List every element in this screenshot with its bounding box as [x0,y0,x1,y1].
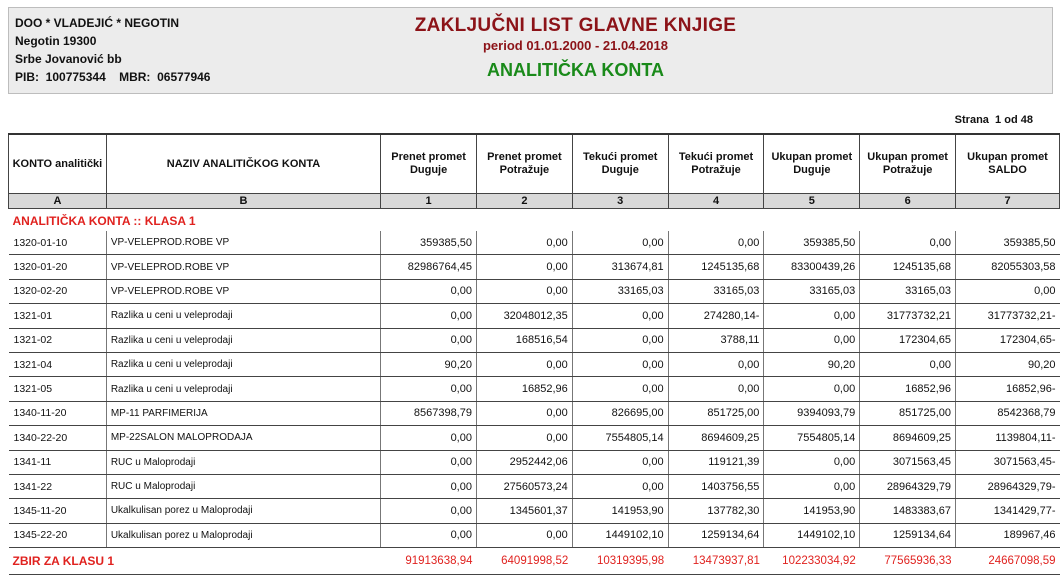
title-block [9,14,1052,81]
amount-cell: 8567398,79 [381,401,477,425]
naziv-cell: MP-22SALON MALOPRODAJA [106,426,380,450]
table-row [9,352,1060,376]
amount-cell: 90,20 [764,352,860,376]
konto-cell: 1321-02 [9,328,107,352]
col-header-ukupan-duguje: Ukupan promet Duguje [764,134,860,194]
amount-cell: 3788,11 [668,328,764,352]
amount-cell: 0,00 [476,523,572,547]
total-amount-cell: 91913638,94 [381,548,477,575]
amount-cell: 8694609,25 [860,426,956,450]
amount-cell: 8542368,79 [956,401,1060,425]
amount-cell: 826695,00 [572,401,668,425]
amount-cell: 1341429,77- [956,499,1060,523]
naziv-cell: Razlika u ceni u veleprodaji [106,304,380,328]
amount-cell: 0,00 [764,450,860,474]
naziv-cell: MP-11 PARFIMERIJA [106,401,380,425]
col-header-prenet-duguje: Prenet promet Duguje [381,134,477,194]
amount-cell: 851725,00 [668,401,764,425]
amount-cell: 82055303,58 [956,255,1060,279]
company-street: Srbe Jovanović bb [15,52,122,66]
amount-cell: 1483383,67 [860,499,956,523]
amount-cell: 0,00 [956,279,1060,303]
total-row [9,548,1060,575]
amount-cell: 0,00 [381,499,477,523]
amount-cell: 172304,65 [860,328,956,352]
amount-cell: 31773732,21- [956,304,1060,328]
page-indicator [955,114,1033,126]
col-header-naziv: NAZIV ANALITIČKOG KONTA [106,134,380,194]
amount-cell: 31773732,21 [860,304,956,328]
amount-cell: 0,00 [476,279,572,303]
pib-label: PIB: [15,70,39,84]
table-row [9,499,1060,523]
amount-cell: 1245135,68 [668,255,764,279]
amount-cell: 1259134,64 [860,523,956,547]
col-header-konto: KONTO analitički [9,134,107,194]
col-letter: 1 [381,194,477,209]
table-row [9,377,1060,401]
amount-cell: 0,00 [860,231,956,255]
amount-cell: 90,20 [956,352,1060,376]
amount-cell: 0,00 [381,377,477,401]
naziv-cell: Razlika u ceni u veleprodaji [106,352,380,376]
amount-cell: 1449102,10 [764,523,860,547]
pib-value: 100775344 [45,70,106,84]
amount-cell: 137782,30 [668,499,764,523]
amount-cell: 851725,00 [860,401,956,425]
amount-cell: 274280,14- [668,304,764,328]
konto-cell: 1340-11-20 [9,401,107,425]
col-letter: A [9,194,107,209]
col-letter: 3 [572,194,668,209]
column-letters [9,194,1060,209]
table-row [9,328,1060,352]
konto-cell: 1321-04 [9,352,107,376]
amount-cell: 0,00 [668,231,764,255]
konto-cell: 1341-22 [9,474,107,498]
naziv-cell: RUC u Maloprodaji [106,474,380,498]
amount-cell: 33165,03 [764,279,860,303]
amount-cell: 1403756,55 [668,474,764,498]
report-period: period 01.01.2000 - 21.04.2018 [482,38,668,53]
amount-cell: 28964329,79- [956,474,1060,498]
amount-cell: 83300439,26 [764,255,860,279]
amount-cell: 0,00 [476,401,572,425]
ledger-table [8,133,1060,575]
col-letter: 7 [956,194,1060,209]
amount-cell: 33165,03 [668,279,764,303]
table-row [9,255,1060,279]
total-amount-cell: 10319395,98 [572,548,668,575]
amount-cell: 2952442,06 [476,450,572,474]
amount-cell: 16852,96- [956,377,1060,401]
total-amount-cell: 77565936,33 [860,548,956,575]
amount-cell: 82986764,45 [381,255,477,279]
amount-cell: 1449102,10 [572,523,668,547]
naziv-cell: Razlika u ceni u veleprodaji [106,328,380,352]
amount-cell: 7554805,14 [764,426,860,450]
amount-cell: 0,00 [381,328,477,352]
konto-cell: 1320-02-20 [9,279,107,303]
amount-cell: 0,00 [764,304,860,328]
amount-cell: 141953,90 [764,499,860,523]
amount-cell: 0,00 [572,231,668,255]
amount-cell: 0,00 [476,255,572,279]
amount-cell: 16852,96 [860,377,956,401]
amount-cell: 0,00 [572,377,668,401]
amount-cell: 7554805,14 [572,426,668,450]
naziv-cell: Ukalkulisan porez u Maloprodaji [106,523,380,547]
table-row [9,279,1060,303]
konto-cell: 1321-05 [9,377,107,401]
amount-cell: 313674,81 [572,255,668,279]
column-headers [9,134,1060,194]
amount-cell: 1345601,37 [476,499,572,523]
amount-cell: 0,00 [572,450,668,474]
col-letter: 5 [764,194,860,209]
total-amount-cell: 64091998,52 [476,548,572,575]
amount-cell: 1245135,68 [860,255,956,279]
amount-cell: 359385,50 [381,231,477,255]
naziv-cell: VP-VELEPROD.ROBE VP [106,279,380,303]
amount-cell: 3071563,45 [860,450,956,474]
amount-cell: 0,00 [764,328,860,352]
amount-cell: 0,00 [476,352,572,376]
konto-cell: 1340-22-20 [9,426,107,450]
amount-cell: 0,00 [381,279,477,303]
col-header-ukupan-potrazuje: Ukupan promet Potražuje [860,134,956,194]
amount-cell: 90,20 [381,352,477,376]
konto-cell: 1341-11 [9,450,107,474]
konto-cell: 1321-01 [9,304,107,328]
amount-cell: 33165,03 [860,279,956,303]
total-amount-cell: 24667098,59 [956,548,1060,575]
report-header [8,7,1053,94]
amount-cell: 0,00 [572,304,668,328]
amount-cell: 0,00 [668,352,764,376]
amount-cell: 3071563,45- [956,450,1060,474]
amount-cell: 33165,03 [572,279,668,303]
col-header-prenet-potrazuje: Prenet promet Potražuje [476,134,572,194]
col-header-tekuci-duguje: Tekući promet Duguje [572,134,668,194]
report-title: ZAKLJUČNI LIST GLAVNE KNJIGE [414,15,737,36]
amount-cell: 28964329,79 [860,474,956,498]
konto-cell: 1345-22-20 [9,523,107,547]
section-title-row [9,209,1060,232]
page-current: 1 [995,114,1002,126]
amount-cell: 0,00 [476,231,572,255]
col-header-ukupan-saldo: Ukupan promet SALDO [956,134,1060,194]
naziv-cell: VP-VELEPROD.ROBE VP [106,255,380,279]
amount-cell: 8694609,25 [668,426,764,450]
amount-cell: 359385,50 [956,231,1060,255]
amount-cell: 141953,90 [572,499,668,523]
table-row [9,474,1060,498]
total-amount-cell: 13473937,81 [668,548,764,575]
amount-cell: 1259134,64 [668,523,764,547]
amount-cell: 0,00 [572,474,668,498]
amount-cell: 0,00 [381,304,477,328]
amount-cell: 0,00 [764,474,860,498]
total-amount-cell: 102233034,92 [764,548,860,575]
amount-cell: 16852,96 [476,377,572,401]
amount-cell: 168516,54 [476,328,572,352]
amount-cell: 172304,65- [956,328,1060,352]
konto-cell: 1345-11-20 [9,499,107,523]
amount-cell: 0,00 [381,474,477,498]
page-total: 48 [1020,114,1033,126]
naziv-cell: Ukalkulisan porez u Maloprodaji [106,499,380,523]
col-header-tekuci-potrazuje: Tekući promet Potražuje [668,134,764,194]
col-letter: 4 [668,194,764,209]
mbr-label: MBR: [119,70,151,84]
page-label: Strana [954,114,989,126]
amount-cell: 189967,46 [956,523,1060,547]
table-row [9,426,1060,450]
amount-cell: 9394093,79 [764,401,860,425]
mbr-value: 06577946 [157,70,211,84]
company-city: Negotin 19300 [15,34,97,48]
col-letter: B [106,194,380,209]
amount-cell: 27560573,24 [476,474,572,498]
table-row [9,304,1060,328]
amount-cell: 119121,39 [668,450,764,474]
amount-cell: 0,00 [668,377,764,401]
total-label: ZBIR ZA KLASU 1 [9,548,381,575]
amount-cell: 32048012,35 [476,304,572,328]
col-letter: 6 [860,194,956,209]
table-row [9,231,1060,255]
konto-cell: 1320-01-20 [9,255,107,279]
col-letter: 2 [476,194,572,209]
amount-cell: 1139804,11- [956,426,1060,450]
amount-cell: 0,00 [764,377,860,401]
amount-cell: 0,00 [860,352,956,376]
naziv-cell: VP-VELEPROD.ROBE VP [106,231,380,255]
table-row [9,450,1060,474]
konto-cell: 1320-01-10 [9,231,107,255]
naziv-cell: Razlika u ceni u veleprodaji [106,377,380,401]
amount-cell: 0,00 [381,523,477,547]
table-row [9,401,1060,425]
amount-cell: 359385,50 [764,231,860,255]
company-name: DOO * VLADEJIĆ * NEGOTIN [15,16,180,30]
amount-cell: 0,00 [476,426,572,450]
amount-cell: 0,00 [381,426,477,450]
amount-cell: 0,00 [572,328,668,352]
table-row [9,523,1060,547]
naziv-cell: RUC u Maloprodaji [106,450,380,474]
page-of: od [1004,114,1018,126]
amount-cell: 0,00 [572,352,668,376]
report-subtitle: ANALITIČKA KONTA [487,60,664,80]
amount-cell: 0,00 [381,450,477,474]
section-title: ANALITIČKA KONTA :: KLASA 1 [12,214,196,228]
